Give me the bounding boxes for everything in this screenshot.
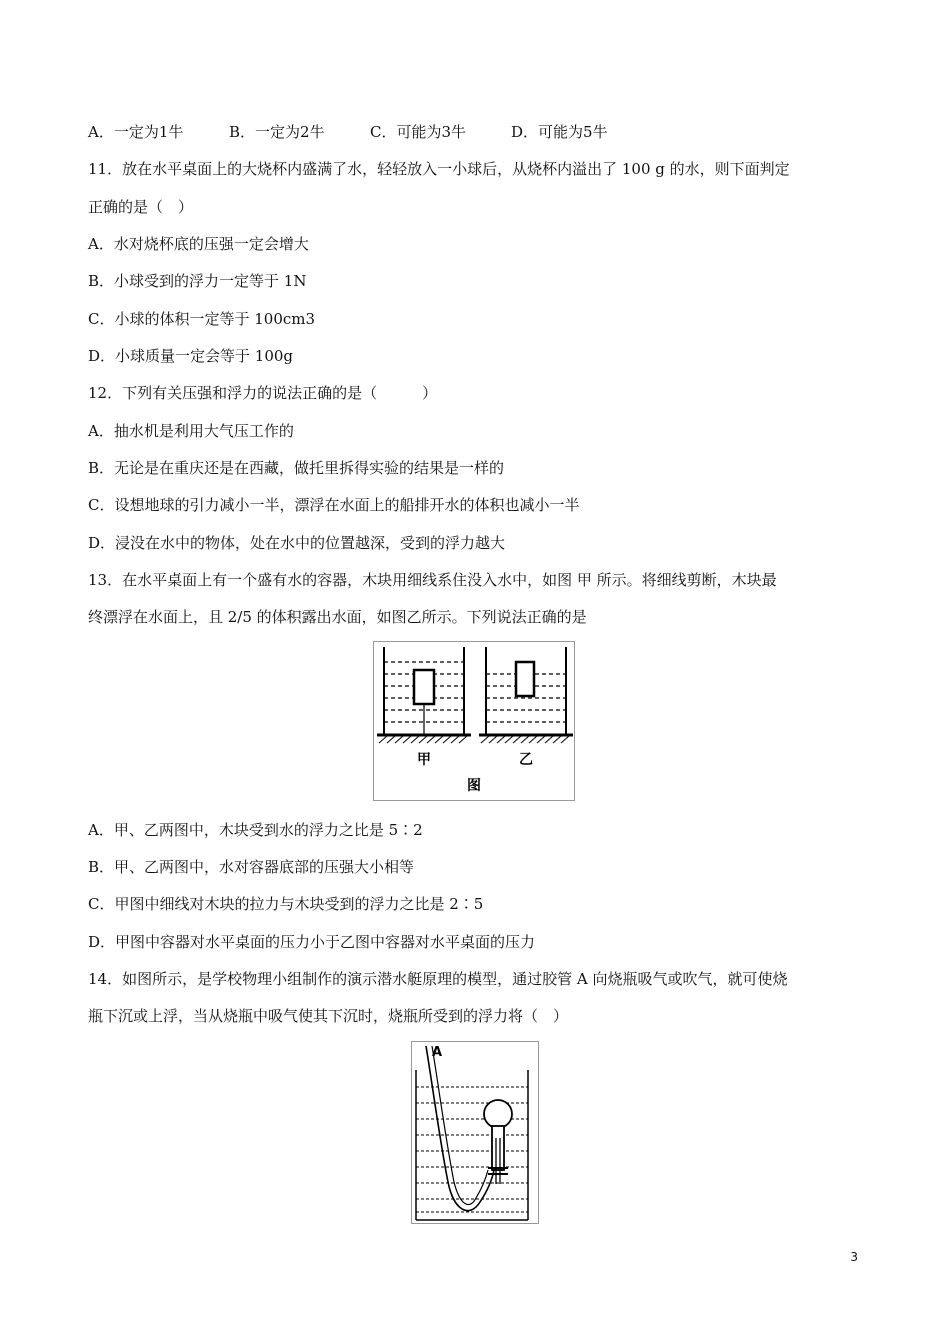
q10-option-d: D．可能为5牛: [511, 123, 608, 141]
beaker-right: [479, 647, 573, 743]
q14-figure: [411, 1041, 539, 1224]
label-a: A: [432, 1045, 443, 1060]
beakers-diagram: [374, 642, 574, 800]
page-number: 3: [850, 1250, 858, 1264]
q11-option-a: A．水对烧杯底的压强一定会增大: [88, 235, 309, 253]
q11-option-c: C．小球的体积一定等于 100cm3: [88, 310, 316, 328]
q11-option-b: B．小球受到的浮力一定等于 1N: [88, 272, 307, 290]
q13-option-c: C．甲图中细线对木块的拉力与木块受到的浮力之比是 2∶5: [88, 895, 484, 913]
q11-stem-line2: 正确的是（ ）: [88, 198, 194, 216]
q13-option-d: D．甲图中容器对水平桌面的压力小于乙图中容器对水平桌面的压力: [88, 933, 536, 951]
q10-option-c: C．可能为3牛: [370, 123, 467, 141]
wood-block-left: [414, 670, 434, 704]
rubber-tube: [426, 1046, 494, 1211]
q13-figure: [373, 641, 575, 801]
q12-option-a: A．抽水机是利用大气压工作的: [88, 422, 294, 440]
q14-stem-line2: 瓶下沉或上浮，当从烧瓶中吸气使其下沉时，烧瓶所受到的浮力将（ ）: [88, 1007, 569, 1025]
label-jia: 甲: [417, 752, 431, 768]
q13-stem-line2: 终漂浮在水面上，且 2/5 的体积露出水面，如图乙所示。下列说法正确的是: [88, 608, 587, 626]
q12-option-b: B．无论是在重庆还是在西藏，做托里拆得实验的结果是一样的: [88, 459, 505, 477]
q10-options: [88, 122, 608, 142]
wood-block-right: [516, 662, 534, 696]
q12-option-d: D．浸没在水中的物体，处在水中的位置越深，受到的浮力越大: [88, 534, 506, 552]
q11-stem-line1: 11．放在水平桌面上的大烧杯内盛满了水，轻轻放入一小球后，从烧杯内溢出了 100 g 的水，则下面判定: [88, 160, 790, 178]
beaker-left: [377, 647, 471, 743]
q12-stem: 12．下列有关压强和浮力的说法正确的是（ ）: [88, 384, 438, 402]
figure-caption: 图: [467, 778, 481, 794]
q10-option-a: A．一定为1牛: [88, 123, 184, 141]
submarine-model-diagram: [412, 1042, 538, 1223]
q13-option-a: A．甲、乙两图中，木块受到水的浮力之比是 5∶2: [88, 821, 423, 839]
q13-stem-line1: 13．在水平桌面上有一个盛有水的容器，木块用细线系住没入水中，如图 甲 所示。将细线剪断，木块最: [88, 571, 777, 589]
q12-option-c: C．设想地球的引力减小一半，漂浮在水面上的船排开水的体积也减小一半: [88, 496, 580, 514]
label-yi: 乙: [519, 752, 533, 768]
q11-option-d: D．小球质量一定会等于 100g: [88, 347, 294, 365]
q10-option-b: B．一定为2牛: [229, 123, 325, 141]
q14-stem-line1: 14．如图所示，是学校物理小组制作的演示潜水艇原理的模型，通过胶管 A 向烧瓶吸气或吹气，就可使烧: [88, 970, 788, 988]
q13-option-b: B．甲、乙两图中，水对容器底部的压强大小相等: [88, 858, 415, 876]
